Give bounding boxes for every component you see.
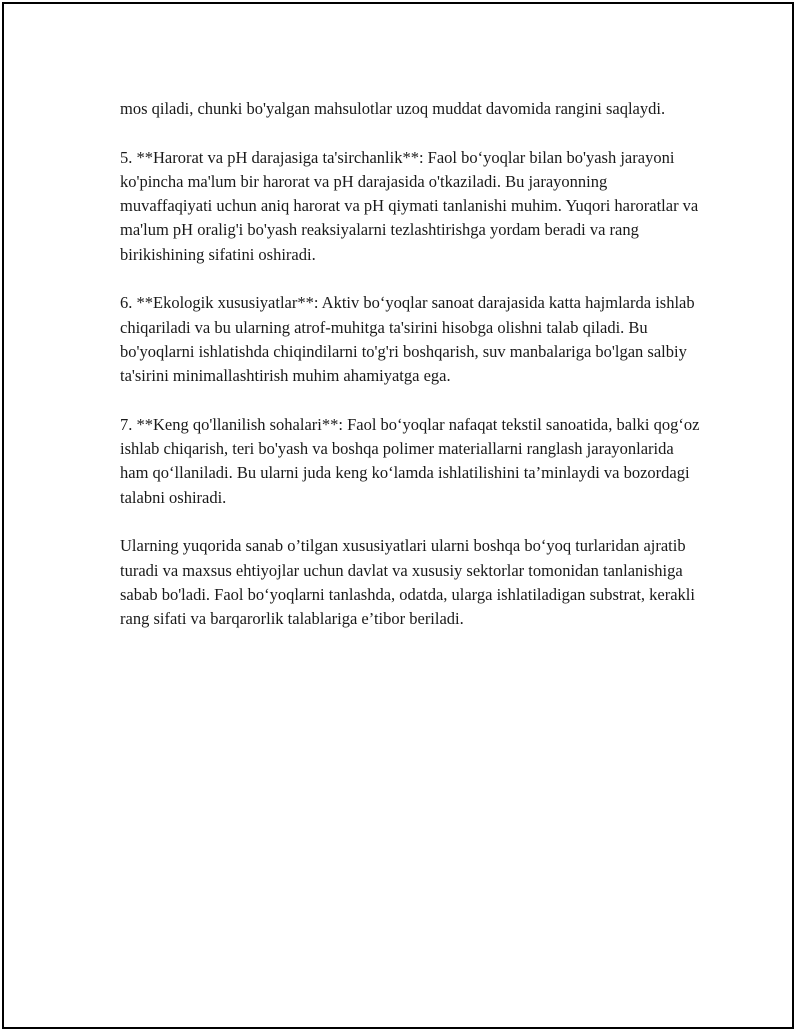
paragraph-item-7: 7. **Keng qo'llanilish sohalari**: Faol bo‘yoqlar nafaqat tekstil sanoatida, balki qog‘oz ishlab chiqarish, teri bo'yash va boshqa polimer materiallarni ranglash jarayonlarida ham qo‘llaniladi. Bu ularni juda keng ko‘lamda ishlatilishini ta’minlaydi va bozordagi talabni oshiradi.	[120, 414, 700, 507]
document-body	[120, 97, 700, 656]
paragraph-item-5: 5. **Harorat va pH darajasiga ta'sirchanlik**: Faol bo‘yoqlar bilan bo'yash jarayoni ko'pincha ma'lum bir harorat va pH darajasida o'tkaziladi. Bu jarayonning muvaffaqiyati uchun aniq harorat va pH qiymati tanlanishi muhim. Yuqori haroratlar va ma'lum pH oralig'i bo'yash reaksiyalarni tezlashtirishga yordam beradi va rang birikishining sifatini oshiradi.	[120, 147, 699, 264]
paragraph-item-6: 6. **Ekologik xususiyatlar**: Aktiv bo‘yoqlar sanoat darajasida katta hajmlarda ishlab chiqariladi va bu ularning atrof-muhitga ta'sirini hisobga olishni talab qiladi. Bu bo'yoqlarni ishlatishda chiqindilarni to'g'ri boshqarish, suv manbalariga bo'lgan salbiy ta'sirini minimallashtirish muhim ahamiyatga ega.	[120, 293, 695, 386]
paragraph-conclusion: Ularning yuqorida sanab o’tilgan xususiyatlari ularni boshqa bo‘yoq turlaridan ajratib turadi va maxsus ehtiyojlar uchun davlat va xususiy sektorlar tomonidan tanlanishiga sabab bo'ladi. Faol bo‘yoqlarni tanlashda, odatda, ularga ishlatiladigan substrat, kerakli rang sifati va barqarorlik talablariga e’tibor beriladi.	[120, 536, 695, 629]
paragraph-continuation: mos qiladi, chunki bo'yalgan mahsulotlar uzoq muddat davomida rangini saqlaydi.	[120, 99, 666, 118]
document-page	[2, 2, 794, 1029]
